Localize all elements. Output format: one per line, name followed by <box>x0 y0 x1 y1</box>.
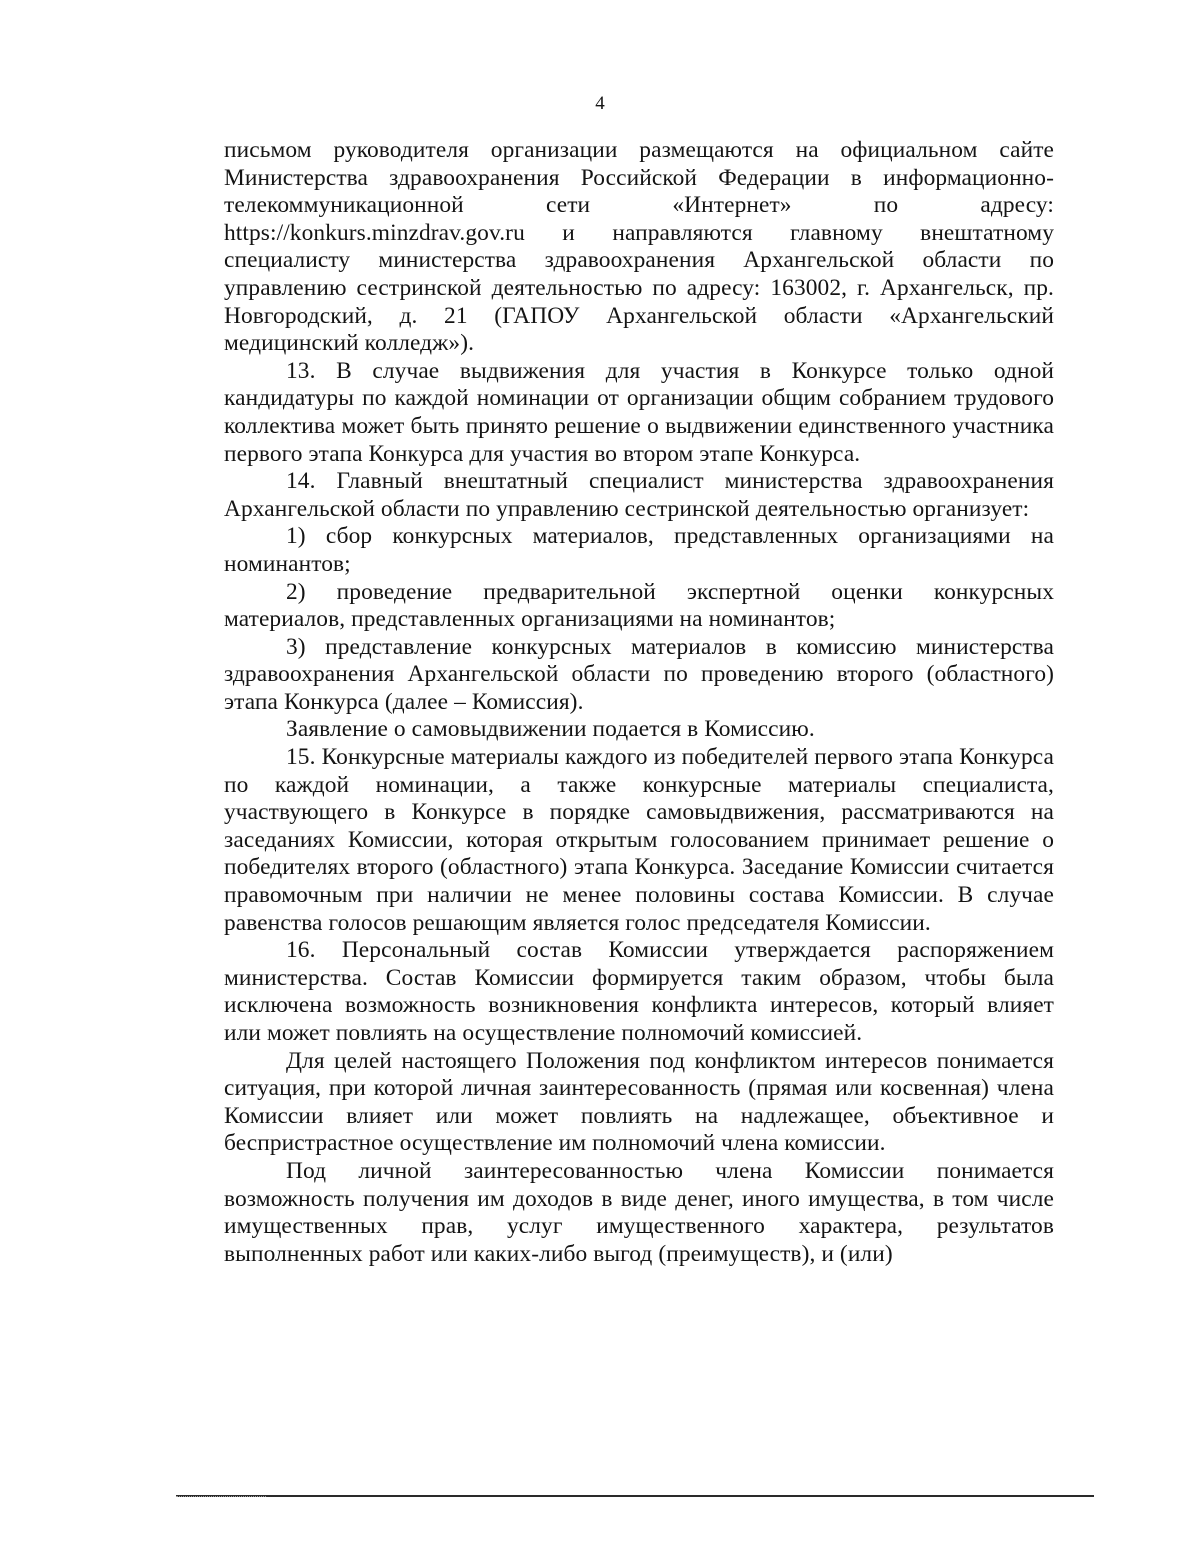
paragraph-self-nomination: Заявление о самовыдвижении подается в Комиссию. <box>286 716 815 743</box>
paragraph-item-13: 13. В случае выдвижения для участия в Конкурсе только одной кандидатуры по каждой номинации от организации общим собранием трудового коллектива может быть принято решение о выдвижении единственного участника первого этапа Конкурса для участия во втором этапе Конкурса. <box>224 357 1054 467</box>
paragraph-personal-interest: Под личной заинтересованностью члена Комиссии понимается возможность получения им доходов в виде денег, иного имущества, в том числе имущественных прав, услуг имущественного характера, результатов выполненных работ или каких-либо выгод (преимуществ), и (или) <box>224 1157 1054 1267</box>
list-item-1: 1) сбор конкурсных материалов, представленных организациями на номинантов; <box>224 523 1054 577</box>
list-item-3: 3) представление конкурсных материалов в комиссию министерства здравоохранения Архангельской области по проведению второго (областного) этапа Конкурса (далее – Комиссия). <box>224 633 1054 715</box>
paragraph-continuation: письмом руководителя организации размещаются на официальном сайте Министерства здравоохранения Российской Федерации в информационно-телекоммуникационной сети «Интернет» по адресу: https://konkurs.minzdrav.gov.ru и направляются главному внештатному специалисту министерства здравоохранения Архангельской области по управлению сестринской деятельностью по адресу: 163002, г. Архангельск, пр. Новгородский, д. 21 (ГАПОУ Архангельской области «Архангельский медицинский колледж»). <box>224 137 1054 357</box>
list-item-2: 2) проведение предварительной экспертной оценки конкурсных материалов, представленных организациями на номинантов; <box>224 578 1054 633</box>
footer-divider <box>176 1495 1094 1497</box>
footer-divider-dotted <box>176 1496 266 1497</box>
paragraph-item-16: 16. Персональный состав Комиссии утверждается распоряжением министерства. Состав Комиссии формируется таким образом, чтобы была исключена возможность возникновения конфликта интересов, который влияет или может повлиять на осуществление полномочий комиссией. <box>224 937 1054 1046</box>
paragraph-conflict-definition: Для целей настоящего Положения под конфликтом интересов понимается ситуация, при которой личная заинтересованность (прямая или косвенная) члена Комиссии влияет или может повлиять на надлежащее, объективное и беспристрастное осуществление им полномочий члена комиссии. <box>224 1047 1054 1157</box>
document-body <box>224 137 1054 1268</box>
paragraph-item-15: 15. Конкурсные материалы каждого из победителей первого этапа Конкурса по каждой номинации, а также конкурсные материалы специалиста, участвующего в Конкурсе в порядке самовыдвижения, рассматриваются на заседаниях Комиссии, которая открытым голосованием принимает решение о победителях второго (областного) этапа Конкурса. Заседание Комиссии считается правомочным при наличии не менее половины состава Комиссии. В случае равенства голосов решающим является голос председателя Комиссии. <box>224 744 1054 936</box>
paragraph-item-14: 14. Главный внештатный специалист министерства здравоохранения Архангельской области по управлению сестринской деятельностью организует: <box>224 468 1054 522</box>
page-number: 4 <box>595 93 605 114</box>
